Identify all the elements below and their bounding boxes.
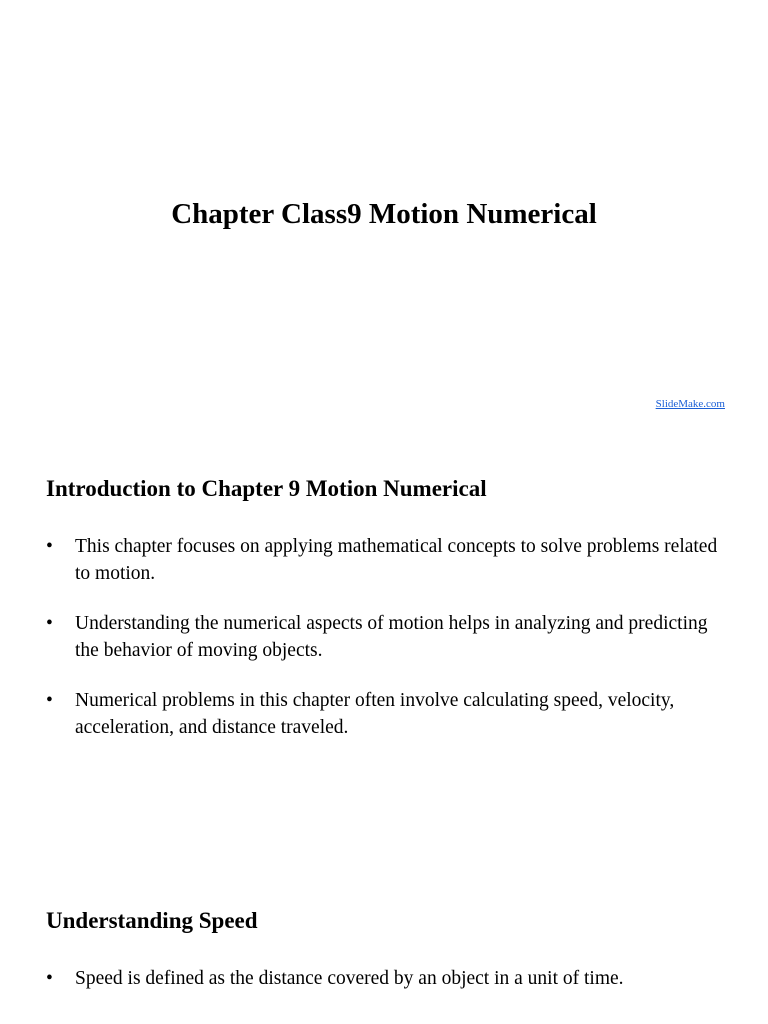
bullet-item xyxy=(46,533,726,587)
bullet-item xyxy=(46,965,726,992)
slide-title: Chapter Class9 Motion Numerical xyxy=(171,198,597,230)
bullet-item xyxy=(46,610,726,664)
bullet-icon: • xyxy=(46,690,53,711)
slide-heading: Understanding Speed xyxy=(46,908,258,933)
bullet-text: This chapter focuses on applying mathematical concepts to solve problems related to motion. xyxy=(75,536,718,584)
bullet-icon: • xyxy=(46,968,53,989)
slidemake-link[interactable]: SlideMake.com xyxy=(655,398,725,410)
slide-introduction xyxy=(0,430,768,830)
bullet-text: Numerical problems in this chapter often involve calculating speed, velocity, acceleration, and distance traveled. xyxy=(75,690,675,738)
bullet-text: Understanding the numerical aspects of motion helps in analyzing and predicting the behavior of moving objects. xyxy=(75,613,708,661)
slide-heading: Introduction to Chapter 9 Motion Numerical xyxy=(46,476,487,501)
bullet-icon: • xyxy=(46,536,53,557)
title-slide xyxy=(0,0,768,430)
bullet-icon: • xyxy=(46,613,53,634)
bullet-list xyxy=(46,533,726,764)
slide-understanding-speed xyxy=(0,830,768,1024)
bullet-text: Speed is defined as the distance covered by an object in a unit of time. xyxy=(75,968,624,989)
bullet-list xyxy=(46,965,726,1015)
bullet-item xyxy=(46,687,726,741)
